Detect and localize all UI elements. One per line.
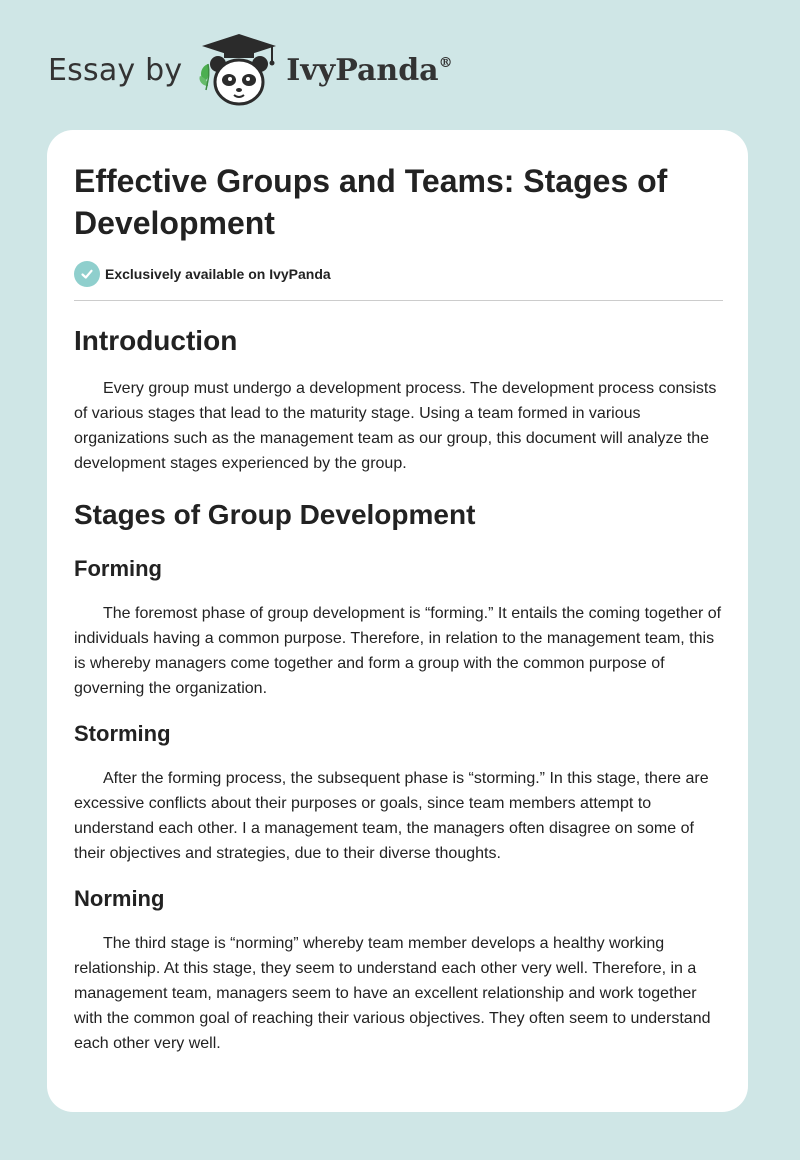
registered-mark: ®: [438, 54, 453, 71]
brand-name: [286, 53, 452, 88]
check-icon: [80, 267, 94, 281]
exclusive-badge: [74, 261, 722, 287]
storming-heading: Storming: [74, 721, 171, 746]
panda-graduate-icon: [196, 30, 282, 110]
site-header: [48, 30, 548, 110]
introduction-heading: Introduction: [74, 325, 238, 356]
article-title: Effective Groups and Teams: Stages of Development: [74, 163, 668, 241]
check-circle-icon: [74, 261, 100, 287]
introduction-paragraph: Every group must undergo a development process. The development process consists of various stages that lead to the maturity stage. Using a team formed in various organizations such as the management team as our group, this document will analyze the development stages experienced by the group.: [74, 380, 717, 472]
brand-text: IvyPanda: [286, 52, 439, 88]
storming-paragraph: After the forming process, the subsequent phase is “storming.” In this stage, there are excessive conflicts about their purposes or goals, since team members attempt to understand each other. I a management team, the managers often disagree on some of their objectives and strategies, due to their diverse thoughts.: [74, 770, 709, 862]
norming-paragraph: The third stage is “norming” whereby team member develops a healthy working relationship. At this stage, they seem to understand each other very well. Therefore, in a management team, managers seem to have an excellent relationship and work together with the common goal of reaching their various objectives. They often seem to understand each other very well.: [74, 935, 711, 1052]
stages-heading: Stages of Group Development: [74, 499, 476, 530]
norming-heading: Norming: [74, 886, 165, 911]
forming-paragraph: The foremost phase of group development is “forming.” It entails the coming together of individuals having a common purpose. Therefore, in relation to the management team, this is whereby managers come together and form a group with the common purpose of governing the organization.: [74, 605, 722, 697]
article-card: [47, 130, 748, 1112]
essay-by-label: Essay by: [48, 52, 183, 88]
exclusive-badge-text: Exclusively available on IvyPanda: [105, 266, 331, 282]
title-divider: [74, 300, 723, 301]
forming-heading: Forming: [74, 556, 162, 581]
